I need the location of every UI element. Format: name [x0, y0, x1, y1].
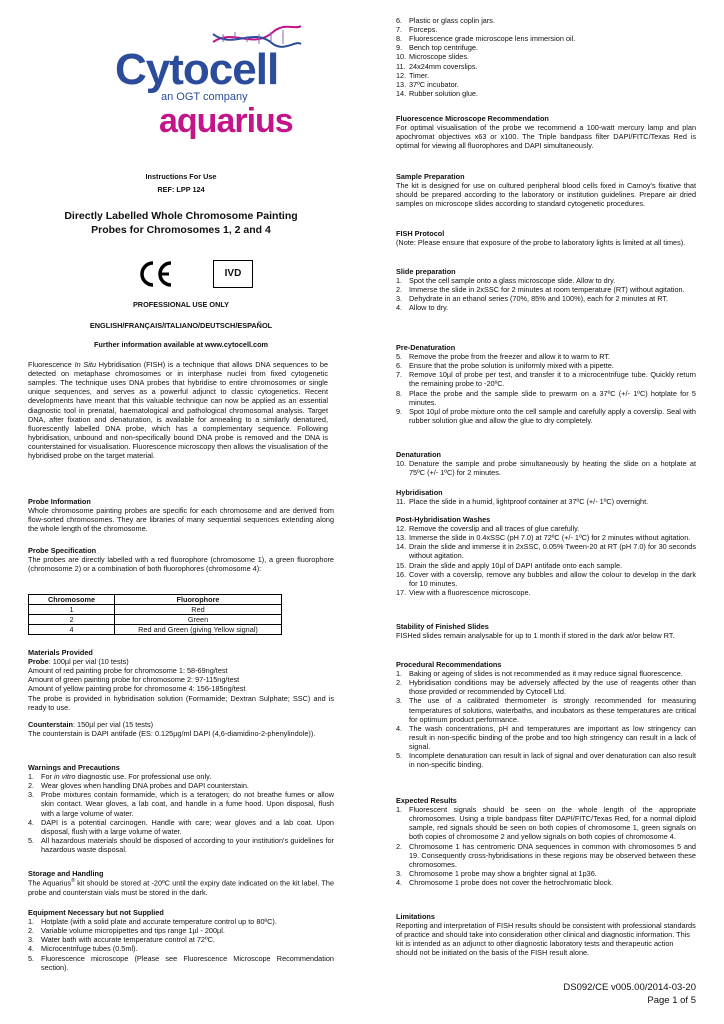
svg-text:Cytocell — [115, 45, 278, 94]
list-item — [28, 954, 334, 972]
list-item-text: Allow to dry. — [409, 303, 449, 313]
list-item-text: The use of a calibrated thermometer is strongly recommended for measuring temperatures of solutions, waterbaths, and incubators as these temperatures are critical for optimum product performance. — [409, 696, 696, 724]
warning-text-pre: Probe mixtures contain formamide, which is a teratogen; do not breathe fumes or allow skin contact. Wear gloves, a lab coat, and handle in a fume hood. Upon disposal, flush with a large volume of water. — [41, 790, 334, 818]
brand-tagline: an OGT company — [161, 91, 248, 103]
stability-heading: Stability of Finished Slides — [396, 622, 489, 631]
list-item-text: Chromosome 1 probe does not cover the hetrochromatic block. — [409, 877, 614, 887]
list-item-text: Spot 10µl of probe mixture onto the cell sample and carefully apply a coverslip. Seal with rubber solution glue and allow the glue to dry completely. — [409, 406, 696, 425]
list-item-text: Ensure that the probe solution is uniformly mixed with a pipette. — [409, 361, 614, 371]
table-cell: 2 — [29, 615, 115, 625]
table-row — [29, 625, 282, 635]
list-item — [396, 869, 696, 878]
list-item — [396, 294, 696, 303]
list-item — [396, 724, 696, 751]
list-item-number: 1. — [28, 772, 35, 782]
ce-mark-text: CE — [138, 259, 140, 260]
table-header-cell: Fluorophore — [115, 595, 282, 605]
warning-text-pre: Wear gloves when handling DNA probes and DAPI counterstain. — [41, 781, 249, 791]
storage-heading: Storage and Handling — [28, 869, 104, 878]
document-title — [28, 210, 334, 237]
list-item-number: 11. — [396, 497, 406, 507]
list-item-number: 3. — [396, 696, 403, 706]
list-item-number: 4. — [396, 723, 403, 733]
title-line-2: Probes for Chromosomes 1, 2 and 4 — [91, 223, 271, 236]
fish-protocol-heading: FISH Protocol — [396, 229, 445, 238]
list-item — [28, 772, 334, 781]
stability-section — [396, 622, 696, 640]
further-info: Further information available at www.cytocell.com — [93, 340, 269, 349]
intro-lead: Fluorescence — [28, 360, 75, 369]
counterstain-line — [28, 720, 334, 729]
list-item-text: Remove the probe from the freezer and allow it to warm to RT. — [409, 352, 611, 362]
ce-mark-icon — [138, 259, 174, 289]
expected-results-list — [396, 805, 696, 887]
probe-text: : 100µl per vial (10 tests) — [48, 657, 129, 667]
storage-pre: The Aquarius — [28, 878, 72, 888]
list-item-number: 2. — [396, 678, 403, 688]
expected-results-heading: Expected Results — [396, 796, 457, 805]
list-item-text — [41, 772, 334, 781]
list-item-number: 8. — [396, 34, 403, 44]
list-item-text: Drain the slide and immerse it in 2xSSC, 0.05% Tween-20 at RT (pH 7.0) for 30 seconds without agitation. — [409, 542, 696, 561]
post-hybridisation-list — [396, 524, 696, 597]
list-item-number: 2. — [396, 841, 403, 851]
list-item — [396, 842, 696, 869]
intro-text: Hybridisation (FISH) is a technique that allows DNA sequences to be detected on metaphase chromosomes or in interphase nuclei from fixed cytogenetic samples. The technique uses DNA probes that hybridise to entire chromosomes or single unique sequences, and serves as a powerful adjunct to classic cytogenetics. Recent developments have meant that this valuable technique can now be applied as an essential diagnostic tool in prenatal, haematological and pathological chromosomal analysis. Target DNA, after fixation and denaturation, is available for annealing to a similarly denatured, fluorescently labelled DNA probe, which has a complementary sequence. Following hybridisation, unbound and non-specifically bound DNA probe is removed and the DNA is counterstained for visualisation. Fluorescence microscopy then allows the visualisation of the hybridised probe on the target material. — [28, 360, 329, 461]
list-item-number: 2. — [396, 285, 403, 295]
list-item-number: 5. — [396, 352, 403, 362]
table-header-row — [29, 595, 282, 605]
list-item-text: Immerse the slide in 2xSSC for 2 minutes at room temperature (RT) without agitation. — [409, 285, 685, 295]
warning-text-em: in vitro — [53, 772, 76, 782]
procedural-recommendations-section — [396, 660, 696, 769]
list-item — [396, 361, 696, 370]
list-item-number: 16. — [396, 569, 407, 579]
list-item — [396, 497, 696, 506]
ivd-badge: IVD — [213, 260, 253, 288]
materials-line: Amount of yellow painting probe for chromosome 4: 156-185ng/test — [28, 684, 246, 694]
list-item — [396, 80, 696, 89]
hybridisation-section — [396, 488, 696, 506]
list-item — [396, 16, 696, 25]
languages: ENGLISH/FRANÇAIS/ITALIANO/DEUTSCH/ESPAÑOL — [89, 321, 273, 330]
list-item-number: 1. — [396, 669, 403, 679]
materials-line: Amount of red painting probe for chromosome 1: 58-69ng/test — [28, 666, 228, 676]
list-item — [396, 89, 696, 98]
denaturation-heading: Denaturation — [396, 450, 441, 459]
brand-product: aquarius — [159, 102, 293, 140]
fish-protocol-text: (Note: Please ensure that exposure of the probe to laboratory lights is limited at all times). — [396, 238, 686, 248]
list-item-text: 24x24mm coverslips. — [409, 61, 478, 71]
list-item-text: Incomplete denaturation can result in lack of signal and over denaturation can also result in non-specific binding. — [409, 751, 696, 770]
list-item-text: Fluorescence grade microscope lens immersion oil. — [409, 34, 576, 44]
list-item-number: 3. — [28, 935, 35, 945]
warning-text-pre: DAPI is a potential carcinogen. Handle with care; wear gloves and a lab coat. Upon disposal, flush with a large volume of water. — [41, 817, 334, 836]
list-item-number: 14. — [396, 88, 407, 98]
list-item-text: Variable volume micropipettes and tips range 1µl - 200µl. — [41, 926, 225, 936]
probe-information-heading: Probe Information — [28, 497, 91, 506]
list-item — [28, 926, 334, 935]
list-item-text — [41, 781, 334, 790]
list-item — [396, 62, 696, 71]
list-item — [28, 781, 334, 790]
list-item — [396, 669, 696, 678]
list-item-text: Remove the coverslip and all traces of glue carefully. — [409, 524, 580, 534]
intro-in-situ: In Situ — [74, 360, 97, 369]
list-item-text: Dehydrate in an ethanol series (70%, 85% and 100%), each for 2 minutes at RT. — [409, 294, 669, 304]
materials-probe-line — [28, 657, 334, 666]
list-item — [396, 542, 696, 560]
microscope-text: For optimal visualisation of the probe we recommend a 100-watt mercury lamp and plan apochromat objectives x63 or x100. The Triple bandpass filter DAPI/FITC/Texas Red is optimal for viewing all fluorophores and DAPI simultaneously. — [396, 123, 696, 151]
list-item — [396, 878, 696, 887]
list-item — [28, 917, 334, 926]
list-item-number: 1. — [28, 917, 35, 927]
counterstain-description: The counterstain is DAPI antifade (ES: 0.125µg/ml DAPI (4,6-diamidino-2-phenylindole)). — [28, 728, 316, 738]
intro-paragraph — [28, 360, 328, 460]
list-item — [396, 303, 696, 312]
list-item-number: 17. — [396, 587, 407, 597]
post-hybridisation-section — [396, 515, 696, 597]
list-item — [396, 52, 696, 61]
list-item-number: 1. — [396, 805, 403, 815]
list-item-number: 5. — [396, 751, 403, 761]
list-item-number: 4. — [396, 303, 403, 313]
list-item-text: Remove 10µl of probe per test, and transfer it to a microcentrifuge tube. Quickly return the remaining probe to -20ºC. — [409, 370, 696, 389]
list-item-text: Hotplate (with a solid plate and accurate temperature control up to 80ºC). — [41, 917, 277, 927]
warnings-list — [28, 772, 334, 854]
list-item-text — [41, 790, 334, 817]
list-item-number: 11. — [396, 61, 406, 71]
list-item-number: 14. — [396, 542, 407, 552]
limitations-heading: Limitations — [396, 912, 435, 921]
table-cell: Green — [115, 615, 282, 625]
fluorophore-table — [28, 594, 282, 635]
storage-post: kit should be stored at -20ºC until the expiry date indicated on the kit label. The probe and counterstain vials must be stored in the dark. — [28, 878, 335, 897]
list-item — [396, 43, 696, 52]
page-footer — [563, 982, 696, 1008]
list-item — [396, 352, 696, 361]
list-item-text: Microscope slides. — [409, 52, 470, 62]
stability-text: FISHed slides remain analysable for up to 1 month if stored in the dark at/or below RT. — [396, 631, 675, 641]
brand-cyto: Cyto — [115, 45, 209, 94]
probe-specification-section — [28, 546, 334, 573]
list-item-number: 6. — [396, 16, 403, 25]
table-cell: Red — [115, 605, 282, 615]
list-item-text: Forceps. — [409, 25, 438, 35]
list-item-text: Place the slide in a humid, lightproof container at 37ºC (+/- 1ºC) overnight. — [409, 497, 649, 507]
document-code: DS092/CE v005.00/2014-03-20 — [563, 982, 696, 993]
list-item — [28, 790, 334, 817]
list-item-number: 13. — [396, 533, 407, 543]
brand-cell: cell — [208, 45, 279, 94]
list-item — [28, 818, 334, 836]
list-item-number: 13. — [396, 79, 407, 89]
probe-information-section — [28, 497, 334, 533]
list-item — [396, 407, 696, 425]
storage-section — [28, 869, 334, 897]
warnings-section — [28, 763, 334, 854]
list-item-number: 3. — [28, 790, 35, 800]
list-item-number: 2. — [28, 781, 35, 791]
ref-number: REF: LPP 124 — [157, 185, 205, 194]
list-item-number: 1. — [396, 276, 403, 286]
list-item-text: Bench top centrifuge. — [409, 43, 478, 53]
list-item-text: Chromosome 1 probe may show a brighter signal at 1p36. — [409, 868, 597, 878]
list-item-text: Immerse the slide in 0.4xSSC (pH 7.0) at 72ºC (+/- 1ºC) for 2 minutes without agitation. — [409, 533, 691, 543]
microscope-heading: Fluorescence Microscope Recommendation — [396, 114, 549, 123]
list-item — [396, 25, 696, 34]
list-item-text — [41, 818, 334, 836]
table-cell: 4 — [29, 625, 115, 635]
slide-prep-list — [396, 276, 696, 312]
procedural-recommendations-heading: Procedural Recommendations — [396, 660, 502, 669]
list-item — [396, 370, 696, 388]
list-item-number: 12. — [396, 524, 407, 534]
list-item-text: Place the probe and the sample slide to prewarm on a 37ºC (+/- 1ºC) hotplate for 5 minutes. — [409, 388, 696, 407]
materials-line: Amount of green painting probe for chromosome 2: 97-115ng/test — [28, 675, 240, 685]
list-item — [396, 71, 696, 80]
list-item-number: 8. — [396, 388, 403, 398]
slide-prep-heading: Slide preparation — [396, 267, 456, 276]
list-item-text: Hybridisation conditions may be adversely affected by the use of reagents other than those provided or recommended by Cytocell Ltd. — [409, 678, 696, 697]
list-item-number: 15. — [396, 560, 407, 570]
list-item-text: Water bath with accurate temperature control at 72ºC. — [41, 935, 215, 945]
warning-text-pre: All hazardous materials should be disposed of according to your institution's guidelines for hazardous waste disposal. — [41, 835, 334, 854]
list-item-number: 6. — [396, 361, 403, 371]
table-cell: 1 — [29, 605, 115, 615]
list-item-text: 37ºC incubator. — [409, 79, 459, 89]
list-item-text — [41, 836, 334, 854]
materials-line: The probe is provided in hybridisation solution (Formamide; Dextran Sulphate; SSC) and is ready to use. — [28, 693, 334, 712]
list-item — [396, 34, 696, 43]
list-item-number: 4. — [396, 877, 403, 887]
table-row — [29, 605, 282, 615]
list-item-text: Fluorescence microscope (Please see Fluorescence Microscope Recommendation section). — [41, 953, 334, 972]
cytocell-aquarius-logo — [113, 20, 303, 148]
equipment-list-continued — [396, 16, 696, 98]
limitations-text: Reporting and interpretation of FISH results should be consistent with professional standards of practice and should take into consideration other clinical and diagnostic information. This kit is intended as an adjunct to other diagnostic laboratory tests and therapeutic action should not be initiated on the basis of the FISH result alone. — [396, 921, 696, 958]
list-item — [396, 696, 696, 723]
list-item-number: 9. — [396, 43, 403, 53]
limitations-section — [396, 912, 696, 958]
warning-text-pre: For — [41, 772, 54, 782]
list-item — [396, 570, 696, 588]
pre-denaturation-section — [396, 343, 696, 425]
list-item-text: Drain the slide and apply 10µl of DAPI antifade onto each sample. — [409, 560, 623, 570]
warnings-heading: Warnings and Precautions — [28, 763, 120, 772]
list-item-number: 4. — [28, 817, 35, 827]
probe-information-text: Whole chromosome painting probes are specific for each chromosome and are derived from flow-sorted chromosomes. They are libraries of many sequential sequences extending along the whole length of the chromosome. — [28, 506, 334, 534]
hybridisation-list — [396, 497, 696, 506]
table-header-cell: Chromosome — [29, 595, 115, 605]
list-item-text: View with a fluorescence microscope. — [409, 587, 531, 597]
list-item-number: 7. — [396, 370, 403, 380]
pre-denaturation-list — [396, 352, 696, 425]
instructions-for-use: Instructions For Use — [145, 172, 217, 181]
list-item — [396, 561, 696, 570]
list-item — [396, 459, 696, 477]
list-item — [396, 533, 696, 542]
registered-mark: ® — [71, 878, 75, 885]
list-item-text: Cover with a coverslip, remove any bubbles and allow the colour to develop in the dark for 10 minutes. — [409, 569, 696, 588]
list-item — [396, 389, 696, 407]
sample-prep-section — [396, 172, 696, 208]
page-number: Page 1 of 5 — [647, 994, 696, 1006]
denaturation-list — [396, 459, 696, 477]
list-item-number: 3. — [396, 868, 403, 878]
list-item — [396, 751, 696, 769]
denaturation-section — [396, 450, 696, 477]
table-row — [29, 615, 282, 625]
professional-use-only: PROFESSIONAL USE ONLY — [132, 300, 230, 309]
list-item — [396, 524, 696, 533]
list-item-text: Baking or ageing of slides is not recommended as it may reduce signal fluorescence. — [409, 669, 683, 679]
list-item-text: Chromosome 1 has centromeric DNA sequences in common with chromosomes 5 and 19. Consequently cross-hybridisations in these regions may be observed between these chromosomes. — [409, 841, 696, 869]
counterstain-text: : 150µl per vial (15 tests) — [73, 719, 154, 729]
list-item-text: Fluorescent signals should be seen on the whole length of the appropriate chromosomes. Using a triple bandpass filter DAPI/FITC/Texas Red, for a normal diploid sample, red signals should be seen on both copies of chromosome 1, green signals on both copies of chromosome 2 and yellow signals on both copies of chromosome 4. — [409, 805, 696, 842]
equipment-section — [28, 908, 334, 972]
list-item-number: 5. — [28, 835, 35, 845]
list-item-number: 2. — [28, 926, 35, 936]
sample-prep-text: The kit is designed for use on cultured peripheral blood cells fixed in Carnoy's fixative that should be prepared according to the laboratory or institution guidelines. Prepare air dried samples on microscope slides according to standard cytogenetic procedures. — [396, 181, 696, 209]
list-item — [396, 678, 696, 696]
list-item — [396, 285, 696, 294]
microscope-section — [396, 114, 696, 150]
list-item-number: 3. — [396, 294, 403, 304]
list-item-number: 5. — [28, 953, 35, 963]
dna-helix-icon — [213, 26, 301, 47]
list-item-text: Microcentrifuge tubes (0.5ml). — [41, 944, 138, 954]
regulatory-marks — [120, 257, 270, 293]
counterstain-label: Counterstain — [28, 719, 73, 729]
probe-specification-heading: Probe Specification — [28, 546, 97, 555]
equipment-heading: Equipment Necessary but not Supplied — [28, 908, 164, 917]
post-hybridisation-heading: Post-Hybridisation Washes — [396, 515, 491, 524]
title-line-1: Directly Labelled Whole Chromosome Painting — [64, 210, 298, 222]
list-item-number: 12. — [396, 70, 407, 80]
probe-specification-text: The probes are directly labelled with a red fluorophore (chromosome 1), a green fluorophore (chromosome 2) or a combination of both fluorophores (chromosome 4): — [28, 555, 334, 574]
list-item — [28, 935, 334, 944]
probe-label: Probe — [28, 657, 49, 667]
sample-prep-heading: Sample Preparation — [396, 172, 465, 181]
pre-denaturation-heading: Pre-Denaturation — [396, 343, 456, 352]
procedural-recommendations-list — [396, 669, 696, 769]
list-item — [28, 944, 334, 953]
list-item-number: 7. — [396, 25, 403, 35]
list-item-text: Rubber solution glue. — [409, 88, 478, 98]
list-item-text: Denature the sample and probe simultaneously by heating the slide on a hotplate at 75ºC (+/- 1ºC) for 2 minutes. — [409, 459, 696, 478]
equipment-list — [28, 917, 334, 972]
list-item-text: Timer. — [409, 70, 429, 80]
list-item-text: Spot the cell sample onto a glass microscope slide. Allow to dry. — [409, 276, 616, 286]
list-item — [396, 805, 696, 841]
materials-heading: Materials Provided — [28, 648, 93, 657]
hybridisation-heading: Hybridisation — [396, 488, 443, 497]
storage-text — [28, 878, 334, 897]
materials-section — [28, 648, 334, 738]
warning-text-post: diagnostic use. For professional use only. — [75, 772, 212, 782]
fish-protocol-section — [396, 229, 696, 247]
expected-results-section — [396, 796, 696, 887]
table-cell: Red and Green (giving Yellow signal) — [115, 625, 282, 635]
list-item-number: 10. — [396, 52, 407, 62]
list-item-text: Plastic or glass coplin jars. — [409, 16, 495, 25]
list-item-number: 9. — [396, 406, 403, 416]
list-item-number: 10. — [396, 459, 407, 469]
list-item — [396, 276, 696, 285]
list-item-text: The wash concentrations, pH and temperatures are important as low stringency can result in non-specific binding of the probe and too high stringency can result in a lack of signal. — [409, 723, 696, 751]
list-item-number: 4. — [28, 944, 35, 954]
slide-prep-section — [396, 267, 696, 313]
list-item — [396, 588, 696, 597]
list-item — [28, 836, 334, 854]
